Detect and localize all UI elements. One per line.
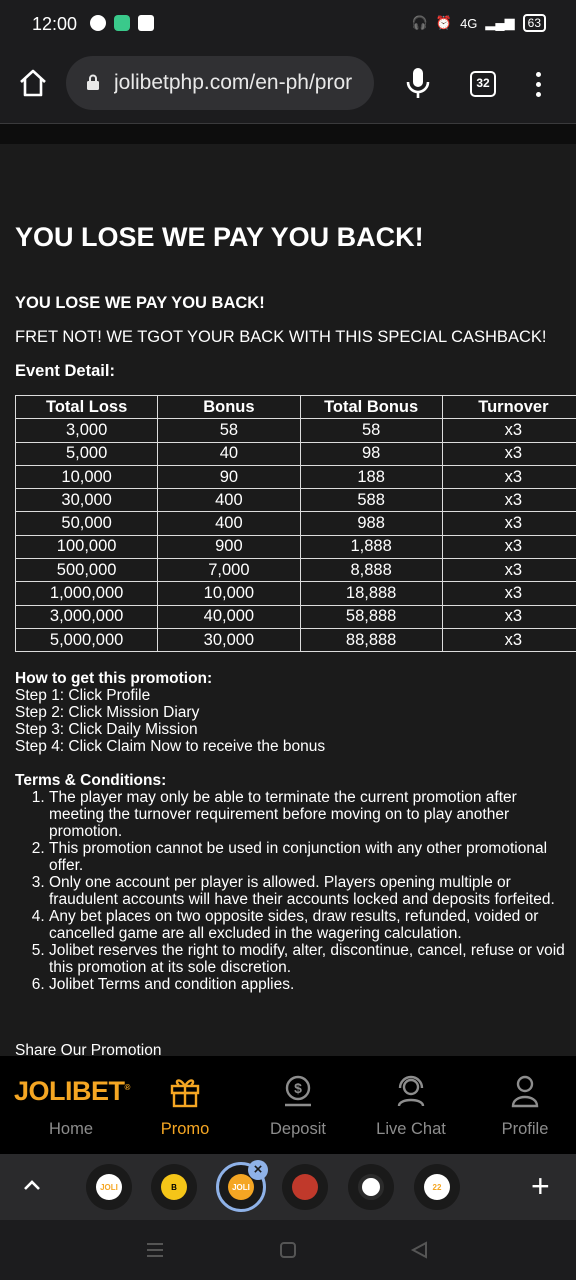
table-cell: x3 bbox=[442, 512, 576, 535]
promo-subtitle: YOU LOSE WE PAY YOU BACK! bbox=[15, 294, 265, 312]
table-cell: x3 bbox=[442, 605, 576, 628]
table-cell: 500,000 bbox=[16, 559, 158, 582]
page-content bbox=[0, 124, 576, 1056]
table-cell: 988 bbox=[300, 512, 442, 535]
terms-heading: Terms & Conditions: bbox=[15, 772, 167, 789]
headset-icon bbox=[395, 1074, 427, 1108]
back-icon[interactable] bbox=[410, 1241, 428, 1259]
terms-item: 2. This promotion cannot be used in conjunction with any other promotional offer. bbox=[49, 840, 575, 874]
table-cell: x3 bbox=[442, 535, 576, 558]
table-cell: 30,000 bbox=[158, 628, 300, 651]
table-row bbox=[16, 442, 576, 465]
table-cell: 8,888 bbox=[300, 559, 442, 582]
table-cell: 88,888 bbox=[300, 628, 442, 651]
app-bubble[interactable] bbox=[282, 1164, 328, 1210]
table-row bbox=[16, 465, 576, 488]
table-cell: 50,000 bbox=[16, 512, 158, 535]
table-cell: 10,000 bbox=[158, 582, 300, 605]
table-cell: 7,000 bbox=[158, 559, 300, 582]
alarm-icon: ⏰ bbox=[435, 15, 453, 30]
table-cell: 900 bbox=[158, 535, 300, 558]
terms-item: 4. Any bet places on two opposite sides, draw results, refunded, voided or cancelled game are all excluded in the wagering calculation. bbox=[49, 908, 575, 942]
close-icon[interactable]: × bbox=[248, 1160, 268, 1180]
battery-icon: 63 bbox=[523, 14, 546, 32]
table-cell: x3 bbox=[442, 628, 576, 651]
nav-profile[interactable]: Profile bbox=[475, 1074, 575, 1139]
table-cell: 30,000 bbox=[16, 489, 158, 512]
table-cell: x3 bbox=[442, 442, 576, 465]
table-cell: 90 bbox=[158, 465, 300, 488]
terms-item: 6. Jolibet Terms and condition applies. bbox=[49, 976, 575, 993]
table-row bbox=[16, 582, 576, 605]
table-cell: x3 bbox=[442, 465, 576, 488]
overflow-menu-icon[interactable] bbox=[528, 70, 548, 100]
nav-deposit[interactable]: $ Deposit bbox=[248, 1074, 348, 1139]
bottom-navigation bbox=[0, 1056, 576, 1154]
table-cell: 58 bbox=[158, 419, 300, 442]
headphone-icon: 🎧 bbox=[411, 15, 428, 30]
table-cell: 5,000,000 bbox=[16, 628, 158, 651]
how-to-section bbox=[15, 670, 325, 755]
app-bubble[interactable] bbox=[348, 1164, 394, 1210]
table-cell: 5,000 bbox=[16, 442, 158, 465]
table-cell: 400 bbox=[158, 489, 300, 512]
system-navigation bbox=[0, 1220, 576, 1280]
table-cell: 1,000,000 bbox=[16, 582, 158, 605]
bonus-table bbox=[15, 395, 576, 652]
terms-list bbox=[49, 789, 575, 993]
table-cell: 58,888 bbox=[300, 605, 442, 628]
microphone-icon[interactable] bbox=[404, 66, 432, 100]
lock-icon bbox=[86, 74, 100, 90]
table-cell: x3 bbox=[442, 582, 576, 605]
step-item: Step 2: Click Mission Diary bbox=[15, 704, 200, 721]
nav-home[interactable]: Home bbox=[21, 1074, 121, 1139]
table-cell: 40 bbox=[158, 442, 300, 465]
app-bubble[interactable]: B bbox=[151, 1164, 197, 1210]
col-turnover: Turnover bbox=[442, 396, 576, 419]
table-row bbox=[16, 628, 576, 651]
step-item: Step 4: Click Claim Now to receive the bonus bbox=[15, 738, 326, 755]
site-header-strip bbox=[0, 124, 576, 144]
table-cell: 588 bbox=[300, 489, 442, 512]
nav-promo[interactable]: Promo bbox=[135, 1074, 235, 1139]
screen-record-icon bbox=[138, 15, 154, 31]
table-cell: 100,000 bbox=[16, 535, 158, 558]
promo-tagline: FRET NOT! WE TGOT YOUR BACK WITH THIS SPECIAL CASHBACK! bbox=[15, 328, 547, 346]
col-total-bonus: Total Bonus bbox=[300, 396, 442, 419]
col-total-loss: Total Loss bbox=[16, 396, 158, 419]
how-to-heading: How to get this promotion: bbox=[15, 670, 213, 687]
deposit-icon bbox=[282, 1074, 314, 1108]
gift-icon bbox=[169, 1074, 201, 1108]
page-title: YOU LOSE WE PAY YOU BACK! bbox=[15, 222, 424, 252]
table-cell: 58 bbox=[300, 419, 442, 442]
col-bonus: Bonus bbox=[158, 396, 300, 419]
browser-toolbar bbox=[0, 48, 576, 124]
app-notification-icon bbox=[114, 15, 130, 31]
table-cell: 188 bbox=[300, 465, 442, 488]
url-bar[interactable] bbox=[66, 56, 374, 110]
app-bubble[interactable]: JOLI bbox=[86, 1164, 132, 1210]
table-cell: 98 bbox=[300, 442, 442, 465]
signal-icon: ▂▄▆ bbox=[485, 15, 515, 30]
table-row bbox=[16, 535, 576, 558]
table-cell: 3,000 bbox=[16, 419, 158, 442]
terms-item: 5. Jolibet reserves the right to modify, alter, discontinue, cancel, refuse or void this promotion at its sole discretion. bbox=[49, 942, 575, 976]
table-cell: 10,000 bbox=[16, 465, 158, 488]
table-row bbox=[16, 605, 576, 628]
event-detail-heading: Event Detail: bbox=[15, 362, 115, 380]
table-row bbox=[16, 419, 576, 442]
app-bubble-selected[interactable]: JOLI bbox=[216, 1162, 266, 1212]
table-cell: x3 bbox=[442, 489, 576, 512]
messenger-icon bbox=[90, 15, 106, 31]
home-icon[interactable] bbox=[18, 68, 48, 98]
table-cell: 400 bbox=[158, 512, 300, 535]
recent-apps-icon[interactable] bbox=[146, 1242, 164, 1258]
profile-icon bbox=[509, 1074, 541, 1108]
add-icon[interactable]: + bbox=[531, 1168, 550, 1204]
table-header-row bbox=[16, 396, 576, 419]
table-row bbox=[16, 512, 576, 535]
chevron-up-icon[interactable] bbox=[22, 1178, 42, 1192]
terms-section bbox=[15, 772, 575, 993]
table-cell: 3,000,000 bbox=[16, 605, 158, 628]
step-item: Step 3: Click Daily Mission bbox=[15, 721, 198, 738]
url-text: jolibetphp.com/en-ph/pror bbox=[114, 71, 353, 94]
table-cell: 40,000 bbox=[158, 605, 300, 628]
share-promotion-link[interactable]: Share Our Promotion bbox=[15, 1042, 162, 1056]
terms-item: 3. Only one account per player is allowed. Players opening multiple or fraudulent accounts will have their accounts locked and deposits forfeited. bbox=[49, 874, 575, 908]
app-switcher-bar bbox=[0, 1154, 576, 1220]
table-cell: x3 bbox=[442, 559, 576, 582]
nav-live-chat[interactable]: Live Chat bbox=[361, 1074, 461, 1139]
table-row bbox=[16, 489, 576, 512]
terms-item: 1. The player may only be able to terminate the current promotion after meeting the turnover requirement before moving on to play another promotion. bbox=[49, 789, 575, 840]
table-cell: 18,888 bbox=[300, 582, 442, 605]
status-bar bbox=[0, 0, 576, 48]
network-label: 4G bbox=[460, 15, 478, 31]
home-nav-icon bbox=[21, 1074, 121, 1108]
table-cell: 1,888 bbox=[300, 535, 442, 558]
home-button-icon[interactable] bbox=[279, 1242, 297, 1258]
svg-text:$: $ bbox=[294, 1080, 302, 1096]
tab-switcher-button[interactable]: 32 bbox=[470, 71, 496, 97]
step-item: Step 1: Click Profile bbox=[15, 687, 151, 704]
table-cell: x3 bbox=[442, 419, 576, 442]
jolibet-logo[interactable]: JOLIBET® bbox=[14, 1076, 130, 1106]
table-row bbox=[16, 559, 576, 582]
app-bubble[interactable]: 22 bbox=[414, 1164, 460, 1210]
status-time: 12:00 bbox=[32, 14, 78, 34]
